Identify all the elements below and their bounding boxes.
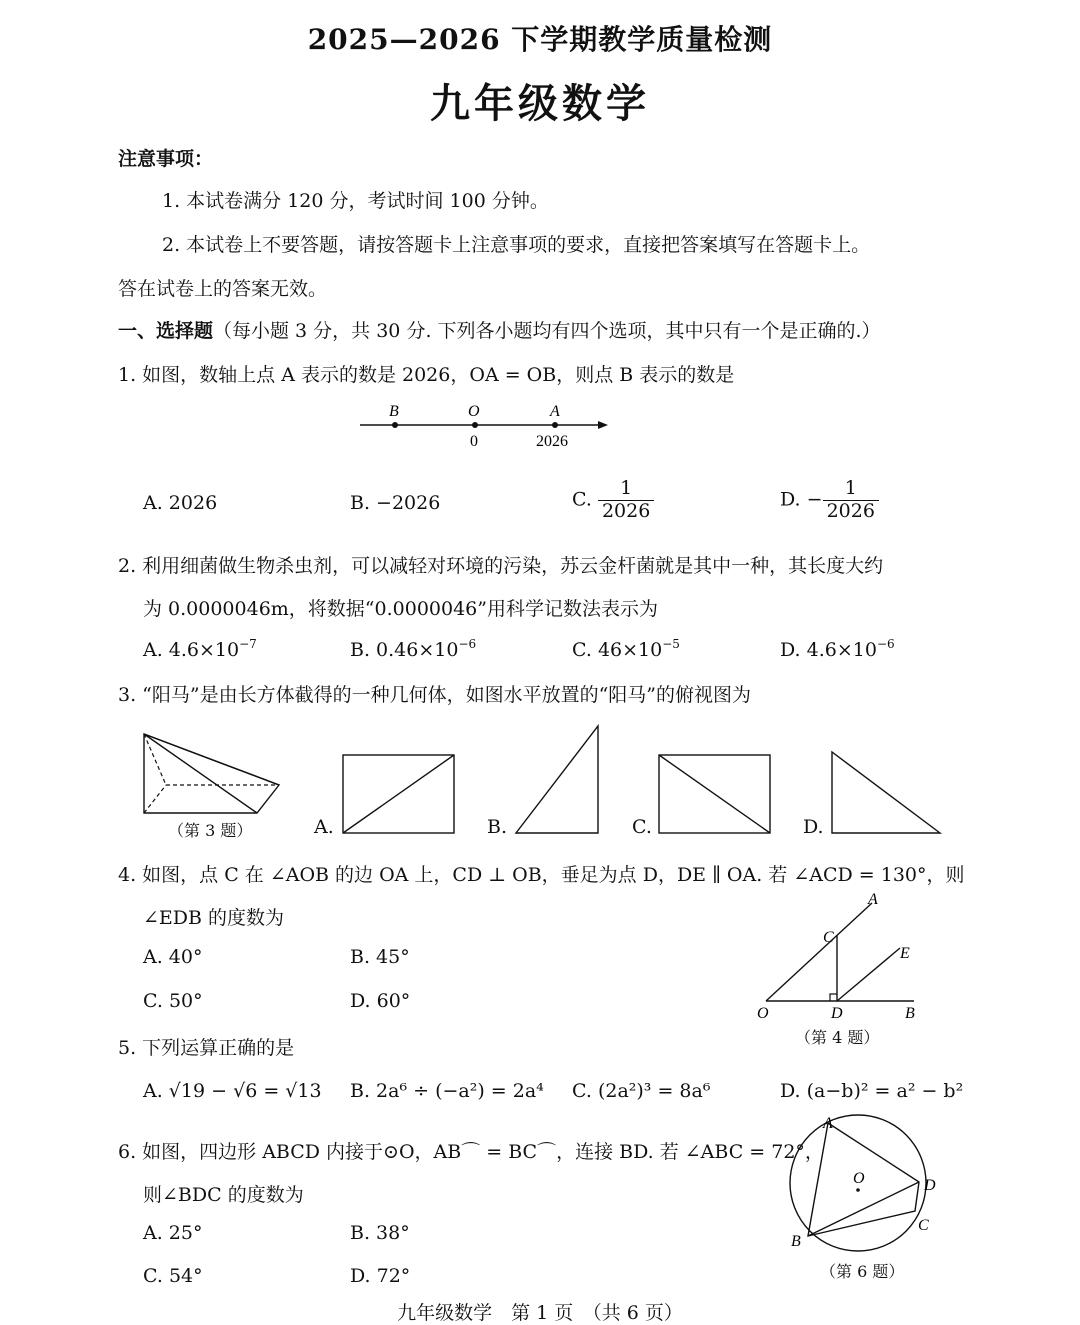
q6-caption: （第 6 题）	[820, 1262, 905, 1281]
q1-option-c	[572, 478, 654, 523]
q2-option-c	[572, 637, 680, 661]
q1-option-b: B. −2026	[350, 492, 441, 514]
q6-option-b: B. 38°	[350, 1222, 410, 1244]
q3-option-d-figure	[830, 750, 945, 836]
q3-label-d: D.	[803, 816, 824, 838]
q2-option-d	[780, 637, 895, 661]
label-e: E	[900, 945, 910, 962]
q4-angle-figure	[752, 890, 932, 1025]
q3-option-a-figure	[342, 754, 457, 836]
q3-caption: （第 3 题）	[168, 821, 253, 840]
q1-option-c-prefix: C.	[572, 488, 592, 511]
q3-stem: 3. “阳马”是由长方体截得的一种几何体，如图水平放置的“阳马”的俯视图为	[118, 684, 752, 706]
option-b-triangle	[516, 726, 598, 833]
q4-option-b: B. 45°	[350, 946, 410, 968]
q1-option-a: A. 2026	[143, 492, 218, 514]
label-c: C	[918, 1217, 929, 1234]
notice-item-1: 1. 本试卷满分 120 分，考试时间 100 分钟。	[162, 190, 549, 212]
center-o	[856, 1188, 860, 1192]
yangma-hidden-1	[144, 785, 166, 813]
q4-option-d: D. 60°	[350, 990, 411, 1012]
q5-option-d: D. (a−b)² = a² − b²	[780, 1080, 964, 1102]
q5-option-c: C. (2a²)³ = 8a⁶	[572, 1080, 711, 1102]
q2-option-b	[350, 637, 476, 661]
q2-option-a-exp: −7	[239, 637, 257, 651]
q4-stem-2: ∠EDB 的度数为	[143, 907, 285, 929]
number-line-arrow	[598, 421, 608, 429]
subject-title: 九年级数学	[430, 80, 650, 127]
q2-option-d-base: D. 4.6×10	[780, 639, 877, 661]
label-2026: 2026	[536, 433, 568, 450]
q1-option-d-den: 2026	[823, 500, 879, 523]
q6-stem-2: 则∠BDC 的度数为	[143, 1184, 304, 1206]
label-o: O	[853, 1170, 865, 1187]
q2-stem-2: 为 0.0000046m，将数据“0.0000046”用科学记数法表示为	[143, 598, 658, 620]
label-a: A	[823, 1115, 833, 1132]
q3-label-c: C.	[632, 816, 652, 838]
label-c: C	[823, 929, 834, 946]
q4-option-c: C. 50°	[143, 990, 203, 1012]
q1-option-c-den: 2026	[598, 500, 654, 523]
q2-option-c-base: C. 46×10	[572, 639, 663, 661]
ray-oa	[766, 903, 872, 1001]
q1-option-d-num: 1	[844, 477, 857, 499]
notice-heading: 注意事项：	[118, 148, 214, 170]
label-d: D	[831, 1005, 843, 1022]
exam-title: 2025—2026 下学期教学质量检测	[307, 23, 773, 56]
q1-option-d	[780, 478, 879, 523]
q5-stem: 5. 下列运算正确的是	[118, 1037, 295, 1059]
q3-solid-figure	[140, 728, 290, 823]
option-d-triangle	[832, 752, 940, 833]
q6-option-a: A. 25°	[143, 1222, 203, 1244]
section-desc: （每小题 3 分，共 30 分. 下列各小题均有四个选项，其中只有一个是正确的.）	[213, 320, 881, 342]
notice-item-2-cont: 答在试卷上的答案无效。	[118, 278, 328, 300]
q5-option-a: A. √19 − √6 = √13	[143, 1080, 322, 1102]
q1-option-c-num: 1	[620, 477, 633, 499]
q2-option-c-exp: −5	[662, 637, 680, 651]
point-o	[472, 422, 478, 428]
q6-option-d: D. 72°	[350, 1265, 411, 1287]
q2-stem-1: 2. 利用细菌做生物杀虫剂，可以减轻对环境的污染，苏云金杆菌就是其中一种，其长度大约	[118, 555, 884, 577]
q2-option-a	[143, 637, 257, 661]
label-d: D	[924, 1177, 936, 1194]
page-footer: 九年级数学 第 1 页 （共 6 页）	[397, 1302, 683, 1324]
label-b: B	[389, 403, 399, 420]
point-a	[552, 422, 558, 428]
q1-stem: 1. 如图，数轴上点 A 表示的数是 2026，OA = OB，则点 B 表示的数是	[118, 364, 735, 386]
label-o: O	[757, 1005, 769, 1022]
yangma-outline	[144, 734, 279, 813]
option-c-diagonal	[659, 755, 770, 833]
q4-stem-1: 4. 如图，点 C 在 ∠AOB 的边 OA 上，CD ⊥ OB，垂足为点 D，DE ∥ OA. 若 ∠ACD = 130°，则	[118, 864, 965, 886]
section-title: 一、选择题	[118, 320, 214, 342]
label-zero: 0	[470, 433, 478, 450]
q1-option-d-prefix: D. −	[780, 488, 823, 511]
q3-option-b-figure	[514, 724, 604, 836]
q6-option-c: C. 54°	[143, 1265, 203, 1287]
right-angle-mark	[830, 994, 837, 1001]
ray-de	[837, 948, 900, 1001]
q3-label-a: A.	[314, 816, 334, 838]
q3-option-c-figure	[658, 754, 773, 836]
q6-stem-1: 6. 如图，四边形 ABCD 内接于⊙O，AB⌒ = BC⌒，连接 BD. 若 ∠ABC = 72°，	[118, 1141, 824, 1163]
q1-number-line-figure	[355, 398, 615, 458]
q5-option-b: B. 2a⁶ ÷ (−a²) = 2a⁴	[350, 1080, 544, 1102]
q2-option-d-exp: −6	[876, 637, 895, 651]
label-a: A	[550, 403, 560, 420]
segment-bd	[808, 1182, 919, 1236]
label-b: B	[905, 1005, 915, 1022]
q2-option-a-base: A. 4.6×10	[143, 639, 240, 661]
notice-item-2: 2. 本试卷上不要答题，请按答题卡上注意事项的要求，直接把答案填写在答题卡上。	[162, 234, 871, 256]
q4-option-a: A. 40°	[143, 946, 203, 968]
q6-circle-figure	[780, 1108, 950, 1258]
q3-label-b: B.	[487, 816, 508, 838]
q2-option-b-base: B. 0.46×10	[350, 639, 459, 661]
q2-option-b-exp: −6	[458, 637, 477, 651]
label-a: A	[868, 891, 878, 908]
label-o: O	[468, 403, 480, 420]
option-a-diagonal	[343, 755, 454, 833]
yangma-edge-2	[144, 734, 279, 785]
point-b	[392, 422, 398, 428]
label-b: B	[791, 1233, 801, 1250]
q4-caption: （第 4 题）	[795, 1028, 880, 1047]
section-heading	[118, 316, 881, 343]
